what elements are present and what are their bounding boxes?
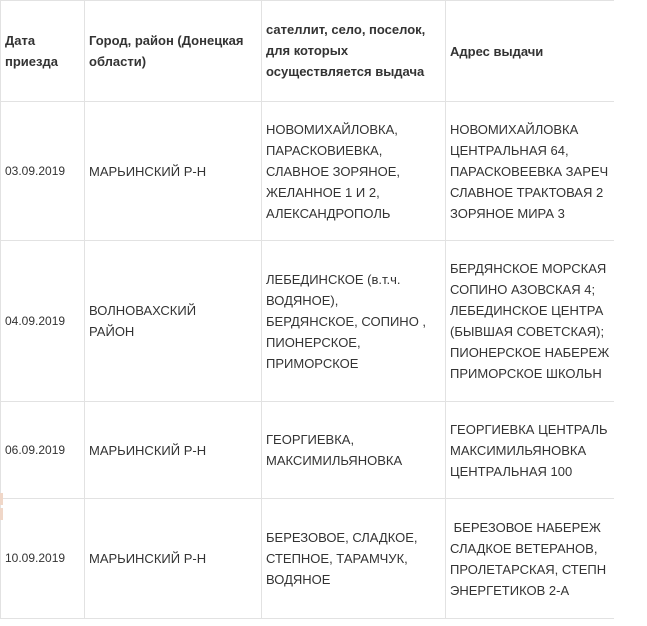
cell-settlements bbox=[262, 241, 446, 402]
settlement-line: МАКСИМИЛЬЯНОВКА bbox=[266, 453, 403, 468]
address-line: ПАРАСКОВЕЕВКА ЗАРЕЧ bbox=[450, 163, 609, 179]
table-row bbox=[1, 241, 615, 402]
cell-district bbox=[85, 102, 262, 241]
header-address-line: Адрес выдачи bbox=[450, 44, 544, 59]
address-line: БЕРДЯНСКОЕ МОРСКАЯ bbox=[450, 261, 607, 276]
cell-date: 03.09.2019 bbox=[1, 102, 85, 241]
address-line: ПИОНЕРСКОЕ НАБЕРЕЖ bbox=[450, 345, 610, 360]
header-settlements-line: сателлит, село, поселок, bbox=[266, 22, 426, 37]
header-district-line: Город, район (Донецкая bbox=[89, 33, 244, 48]
header-address bbox=[446, 1, 615, 102]
cell-date: 10.09.2019 bbox=[1, 499, 85, 619]
cell-district bbox=[85, 499, 262, 619]
address-line: БЕРЕЗОВОЕ НАБЕРЕЖ bbox=[450, 519, 601, 535]
header-date-line: Дата bbox=[5, 33, 36, 48]
edge-marker bbox=[0, 493, 3, 505]
cell-settlements bbox=[262, 499, 446, 619]
cell-address bbox=[446, 102, 615, 241]
address-line: ЭНЕРГЕТИКОВ 2-А bbox=[450, 582, 570, 598]
header-district bbox=[85, 1, 262, 102]
table-header-row bbox=[1, 1, 615, 102]
settlement-line: БЕРДЯНСКОЕ, СОПИНО , bbox=[266, 313, 427, 329]
address-line: МАКСИМИЛЬЯНОВКА bbox=[450, 442, 587, 458]
settlement-line: БЕРЕЗОВОЕ, СЛАДКОЕ, bbox=[266, 530, 418, 545]
address-line: СЛАДКОЕ ВЕТЕРАНОВ, bbox=[450, 540, 598, 556]
header-district-line: области) bbox=[89, 54, 147, 69]
address-line: СЛАВНОЕ ТРАКТОВАЯ 2 bbox=[450, 184, 604, 200]
address-line: (БЫВШАЯ СОВЕТСКАЯ); bbox=[450, 324, 605, 339]
cell-district bbox=[85, 241, 262, 402]
settlement-line: ПРИМОРСКОЕ bbox=[266, 355, 359, 371]
district-line: РАЙОН bbox=[89, 324, 135, 339]
address-line: ПРОЛЕТАРСКАЯ, СТЕПН bbox=[450, 561, 607, 577]
settlement-line: ВОДЯНОЕ), bbox=[266, 292, 339, 308]
cell-address bbox=[446, 402, 615, 499]
address-line: ЦЕНТРАЛЬНАЯ 100 bbox=[450, 463, 573, 479]
table-row bbox=[1, 499, 615, 619]
district-line: МАРЬИНСКИЙ Р-Н bbox=[89, 163, 207, 179]
header-date bbox=[1, 1, 85, 102]
cell-date: 04.09.2019 bbox=[1, 241, 85, 402]
address-line: НОВОМИХАЙЛОВКА bbox=[450, 121, 579, 137]
table-row bbox=[1, 402, 615, 499]
settlement-line: ПИОНЕРСКОЕ, bbox=[266, 334, 361, 350]
settlement-line: ПАРАСКОВИЕВКА, bbox=[266, 142, 383, 158]
settlement-line: НОВОМИХАЙЛОВКА, bbox=[266, 121, 398, 137]
cell-settlements bbox=[262, 102, 446, 241]
cell-address bbox=[446, 499, 615, 619]
header-settlements-line: для которых bbox=[266, 43, 349, 58]
settlement-line: ВОДЯНОЕ bbox=[266, 572, 331, 587]
settlement-line: ЛЕБЕДИНСКОЕ (в.т.ч. bbox=[266, 271, 401, 287]
address-line: ЛЕБЕДИНСКОЕ ЦЕНТРА bbox=[450, 303, 604, 318]
settlement-line: АЛЕКСАНДРОПОЛЬ bbox=[266, 205, 391, 221]
address-line: ГЕОРГИЕВКА ЦЕНТРАЛЬ bbox=[450, 421, 608, 437]
address-line: ЗОРЯНОЕ МИРА 3 bbox=[450, 205, 565, 221]
cell-address bbox=[446, 241, 615, 402]
cell-date: 06.09.2019 bbox=[1, 402, 85, 499]
header-settlements-line: осуществляется выдача bbox=[266, 64, 425, 79]
table-row bbox=[1, 102, 615, 241]
settlement-line: ЖЕЛАННОЕ 1 И 2, bbox=[266, 184, 380, 200]
edge-marker bbox=[0, 508, 3, 520]
header-date-line: приезда bbox=[5, 54, 58, 69]
address-line: ПРИМОРСКОЕ ШКОЛЬН bbox=[450, 366, 602, 381]
header-settlements bbox=[262, 1, 446, 102]
district-line: МАРЬИНСКИЙ Р-Н bbox=[89, 551, 207, 566]
settlement-line: СЛАВНОЕ ЗОРЯНОЕ, bbox=[266, 163, 400, 179]
district-line: МАРЬИНСКИЙ Р-Н bbox=[89, 442, 207, 458]
settlement-line: СТЕПНОЕ, ТАРАМЧУК, bbox=[266, 551, 408, 566]
address-line: СОПИНО АЗОВСКАЯ 4; bbox=[450, 282, 596, 297]
address-line: ЦЕНТРАЛЬНАЯ 64, bbox=[450, 142, 569, 158]
cell-district bbox=[85, 402, 262, 499]
cell-settlements bbox=[262, 402, 446, 499]
settlement-line: ГЕОРГИЕВКА, bbox=[266, 432, 355, 447]
district-line: ВОЛНОВАХСКИЙ bbox=[89, 303, 197, 318]
